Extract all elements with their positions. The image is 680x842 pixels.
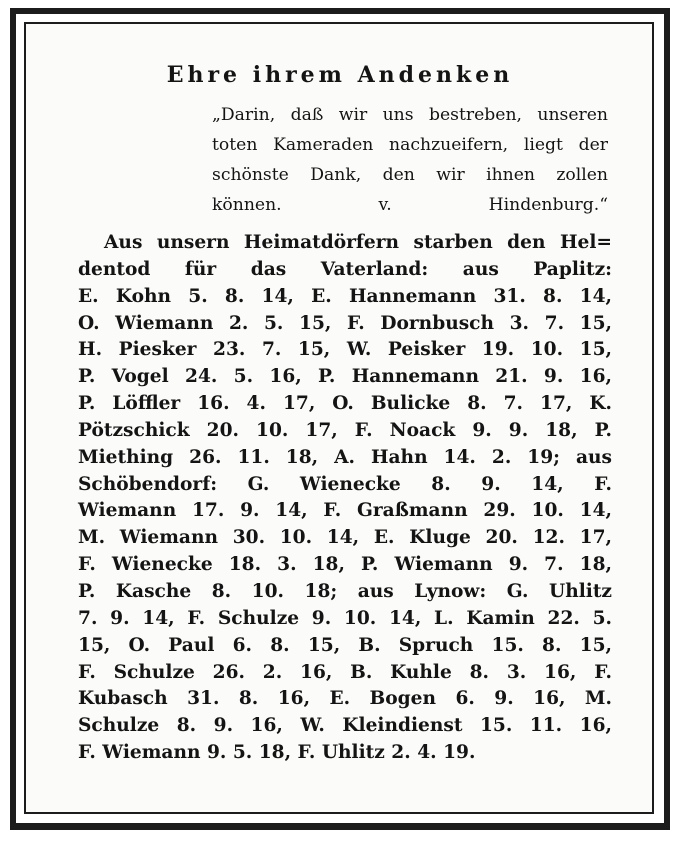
body-line: Schöbendorf: G. Wienecke 8. 9. 14, F. (78, 473, 612, 495)
body-line: P. Vogel 24. 5. 16, P. Hannemann 21. 9. 16, (78, 366, 612, 388)
quote-line: „Darin, daß wir uns bestreben, unseren (212, 105, 608, 125)
fallen-soldiers-list (78, 230, 612, 767)
hindenburg-quote (212, 100, 608, 220)
body-line: Pötzschick 20. 10. 17, F. Noack 9. 9. 18, P. (78, 419, 612, 441)
quote-line: können. v. Hindenburg.“ (212, 195, 608, 215)
body-line: Wiemann 17. 9. 14, F. Graßmann 29. 10. 14, (78, 500, 612, 522)
body-line: dentod für das Vaterland: aus Paplitz: (78, 258, 612, 280)
body-line: F. Wiemann 9. 5. 18, F. Uhlitz 2. 4. 19. (78, 742, 476, 764)
body-line: F. Wienecke 18. 3. 18, P. Wiemann 9. 7. 18, (78, 554, 612, 576)
body-line: E. Kohn 5. 8. 14, E. Hannemann 31. 8. 14, (78, 285, 612, 307)
document-title: Ehre ihrem Andenken (166, 62, 514, 88)
body-line: M. Wiemann 30. 10. 14, E. Kluge 20. 12. 17, (78, 527, 612, 549)
body-line: P. Kasche 8. 10. 18; aus Lynow: G. Uhlitz (78, 580, 612, 602)
body-line: P. Löffler 16. 4. 17, O. Bulicke 8. 7. 17, K. (78, 393, 612, 415)
body-line: F. Schulze 26. 2. 16, B. Kuhle 8. 3. 16, F. (78, 661, 612, 683)
quote-line: schönste Dank, den wir ihnen zollen (212, 165, 608, 185)
body-line: Schulze 8. 9. 16, W. Kleindienst 15. 11. 16, (78, 715, 612, 737)
quote-line: toten Kameraden nachzueifern, liegt der (212, 135, 608, 155)
body-line: 15, O. Paul 6. 8. 15, B. Spruch 15. 8. 15, (78, 634, 612, 656)
body-line: Kubasch 31. 8. 16, E. Bogen 6. 9. 16, M. (78, 688, 612, 710)
body-line: 7. 9. 14, F. Schulze 9. 10. 14, L. Kamin 22. 5. (78, 607, 612, 629)
body-line: O. Wiemann 2. 5. 15, F. Dornbusch 3. 7. 15, (78, 312, 612, 334)
body-line: Aus unsern Heimatdörfern starben den Hel= (104, 232, 612, 253)
body-line: Miething 26. 11. 18, A. Hahn 14. 2. 19; aus (78, 446, 612, 468)
body-line: H. Piesker 23. 7. 15, W. Peisker 19. 10. 15, (78, 339, 612, 361)
